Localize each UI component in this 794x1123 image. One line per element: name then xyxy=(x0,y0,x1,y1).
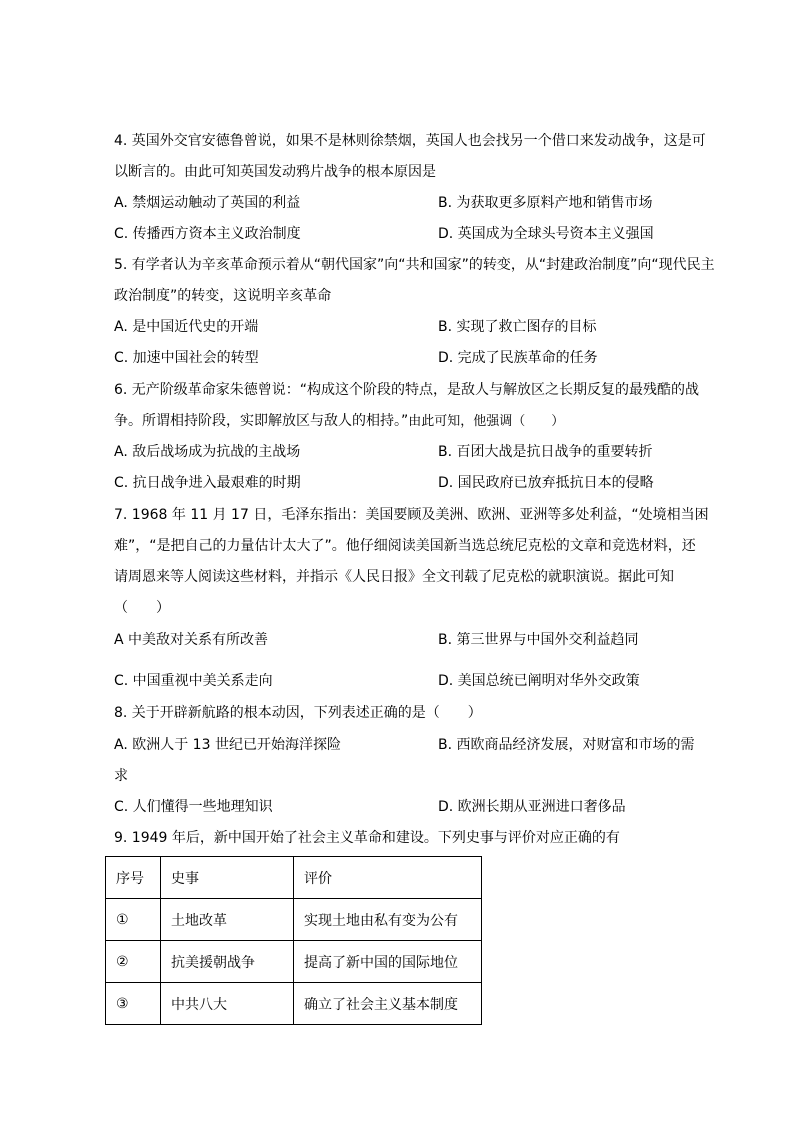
q7-option-d: D. 美国总统已阐明对华外交政策 xyxy=(438,673,640,689)
q4-option-c: C. 传播西方资本主义政治制度 xyxy=(114,226,301,242)
q5-stem-line2: 政治制度”的转变，这说明辛亥革命 xyxy=(114,288,332,304)
q9-stem-line1: 9. 1949 年后，新中国开始了社会主义革命和建设。下列史事与评价对应正确的有 xyxy=(114,830,620,846)
table-header-cell: 史事 xyxy=(161,857,294,899)
q8-option-a: A. 欧洲人于 13 世纪已开始海洋探险 xyxy=(114,737,341,753)
table-cell: 确立了社会主义基本制度 xyxy=(294,983,482,1025)
table-header-cell: 评价 xyxy=(294,857,482,899)
q8-option-b-continued: 求 xyxy=(114,768,128,784)
q4-stem-line1: 4. 英国外交官安德鲁曾说，如果不是林则徐禁烟，英国人也会找另一个借口来发动战争，这是可 xyxy=(114,133,706,149)
q8-stem-line1: 8. 关于开辟新航路的根本动因，下列表述正确的是（ ） xyxy=(114,705,482,721)
table-cell: 实现土地由私有变为公有 xyxy=(294,899,482,941)
q7-stem-line2: 难”，“是把自己的力量估计太大了”。他仔细阅读美国新当选总统尼克松的文章和竞选材料，还 xyxy=(114,538,696,554)
q7-option-a: A 中美敌对关系有所改善 xyxy=(114,632,269,648)
q7-stem-line4: （ ） xyxy=(114,600,170,616)
q8-option-d: D. 欧洲长期从亚洲进口奢侈品 xyxy=(438,799,626,815)
q6-option-b: B. 百团大战是抗日战争的重要转折 xyxy=(438,444,653,460)
table-header-cell: 序号 xyxy=(106,857,161,899)
table-cell: 抗美援朝战争 xyxy=(161,941,294,983)
table-cell: ② xyxy=(106,941,161,983)
table-header-row xyxy=(106,857,482,899)
q6-stem-line1: 6. 无产阶级革命家朱德曾说：“构成这个阶段的特点，是敌人与解放区之长期反复的最残酷的战 xyxy=(114,382,700,398)
q4-option-a: A. 禁烟运动触动了英国的利益 xyxy=(114,195,301,211)
q4-stem-line2: 以断言的。由此可知英国发动鸦片战争的根本原因是 xyxy=(114,164,436,180)
q8-option-c: C. 人们懂得一些地理知识 xyxy=(114,799,273,815)
table-cell: ③ xyxy=(106,983,161,1025)
q7-option-b: B. 第三世界与中国外交利益趋同 xyxy=(438,632,639,648)
table-row xyxy=(106,983,482,1025)
q7-stem-line3: 请周恩来等人阅读这些材料，并指示《人民日报》全文刊载了尼克松的就职演说。据此可知 xyxy=(114,569,674,585)
q6-option-c: C. 抗日战争进入最艰难的时期 xyxy=(114,475,301,491)
q6-stem-line2 xyxy=(114,411,564,432)
q6-quote-end: 争。所谓相持阶段，实即解放区与敌人的相持。” xyxy=(114,413,409,429)
q5-option-c: C. 加速中国社会的转型 xyxy=(114,350,259,366)
q9-history-table xyxy=(105,856,482,1025)
q4-option-b: B. 为获取更多原料产地和销售市场 xyxy=(438,195,653,211)
q6-option-a: A. 敌后战场成为抗战的主战场 xyxy=(114,444,301,460)
q4-option-d: D. 英国成为全球头号资本主义强国 xyxy=(438,226,654,242)
q7-stem-line1: 7. 1968 年 11 月 17 日，毛泽东指出：美国要顾及美洲、欧洲、亚洲等多处利益，“处境相当困 xyxy=(114,507,709,523)
table-row xyxy=(106,941,482,983)
table-cell: 中共八大 xyxy=(161,983,294,1025)
q5-option-d: D. 完成了民族革命的任务 xyxy=(438,350,598,366)
q6-option-d: D. 国民政府已放弃抵抗日本的侵略 xyxy=(438,475,654,491)
q8-option-b: B. 西欧商品经济发展，对财富和市场的需 xyxy=(438,737,695,753)
q7-option-c: C. 中国重视中美关系走向 xyxy=(114,673,273,689)
table-row xyxy=(106,899,482,941)
table-cell: ① xyxy=(106,899,161,941)
q5-option-a: A. 是中国近代史的开端 xyxy=(114,319,259,335)
table-cell: 土地改革 xyxy=(161,899,294,941)
q5-option-b: B. 实现了救亡图存的目标 xyxy=(438,319,597,335)
q5-stem-line1: 5. 有学者认为辛亥革命预示着从“朝代国家”向“共和国家”的转变，从“封建政治制度”向“现代民主 xyxy=(114,257,715,273)
table-cell: 提高了新中国的国际地位 xyxy=(294,941,482,983)
q6-prompt: 由此可知，他强调（ ） xyxy=(408,414,565,429)
